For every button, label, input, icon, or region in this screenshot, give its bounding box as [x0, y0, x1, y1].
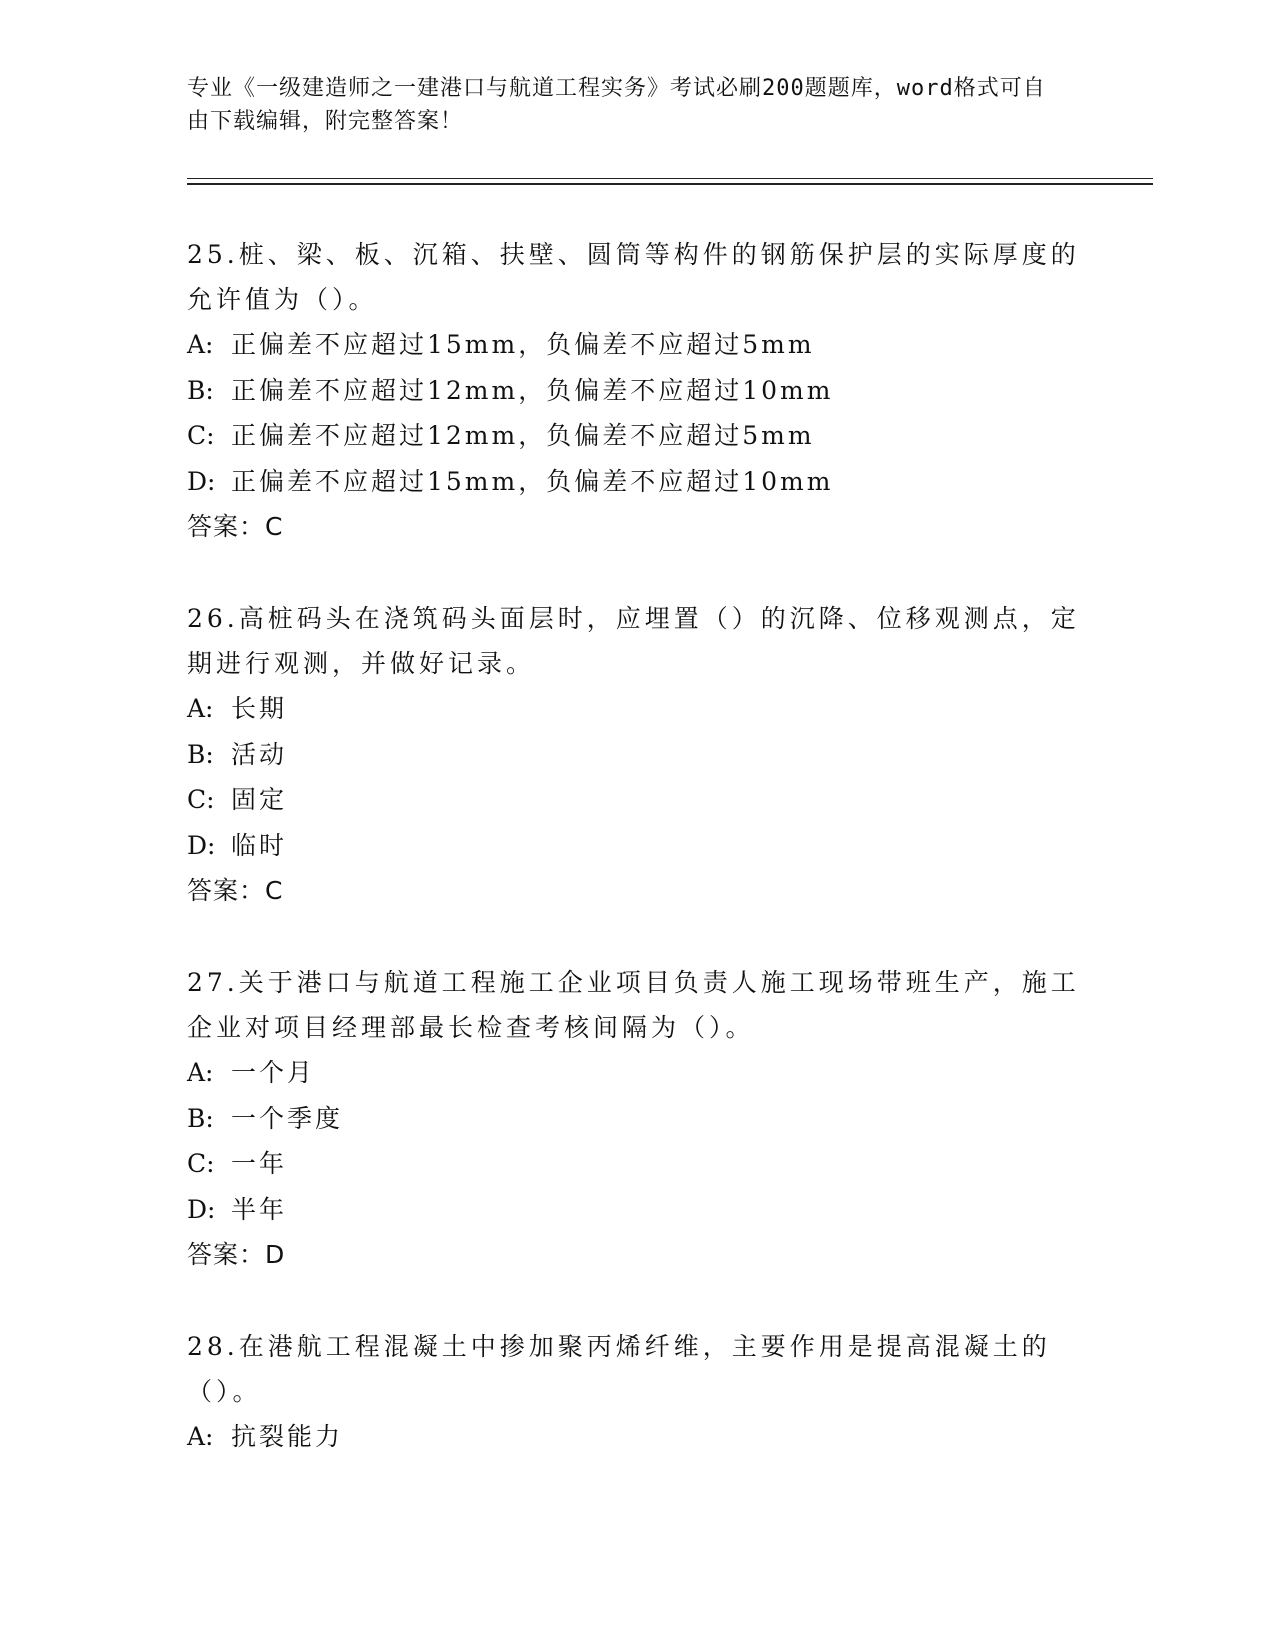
option-b	[187, 1096, 1087, 1142]
option-a	[187, 1414, 1087, 1460]
question-27	[187, 960, 1087, 1278]
option-key: C:	[187, 1149, 215, 1178]
option-text: 半年	[231, 1194, 288, 1224]
option-text: 正偏差不应超过15mm，负偏差不应超过5mm	[231, 330, 815, 359]
header-divider-thin	[187, 178, 1153, 179]
answer-line: 答案：C	[187, 876, 284, 905]
option-text: 正偏差不应超过15mm，负偏差不应超过10mm	[231, 466, 834, 496]
option-key: C:	[187, 421, 215, 450]
option-text: 抗裂能力	[231, 1422, 344, 1451]
option-key: D:	[187, 466, 216, 496]
option-d	[187, 1187, 1087, 1233]
header-divider-thick	[187, 183, 1153, 185]
question-text: 28.在港航工程混凝土中掺加聚丙烯纤维，主要作用是提高混凝土的（）。	[187, 1332, 1051, 1406]
option-a	[187, 1050, 1087, 1096]
option-key: B:	[187, 739, 214, 769]
option-text: 一个季度	[231, 1103, 344, 1133]
question-26	[187, 596, 1087, 914]
option-b	[187, 368, 1087, 414]
option-text: 一个月	[231, 1058, 316, 1087]
option-text: 正偏差不应超过12mm，负偏差不应超过10mm	[231, 375, 834, 405]
option-key: C:	[187, 785, 215, 814]
option-c	[187, 777, 1087, 823]
question-text: 26.高桩码头在浇筑码头面层时，应埋置（）的沉降、位移观测点，定期进行观测，并做好记录。	[187, 604, 1080, 678]
question-text: 27.关于港口与航道工程施工企业项目负责人施工现场带班生产，施工企业对项目经理部最长检查考核间隔为（）。	[187, 968, 1080, 1042]
document-header: 专业《一级建造师之一建港口与航道工程实务》考试必刷200题题库，word格式可自由下载编辑，附完整答案！	[187, 76, 1046, 134]
option-text: 正偏差不应超过12mm，负偏差不应超过5mm	[231, 421, 815, 450]
option-key: A:	[187, 1422, 214, 1451]
question-28	[187, 1324, 1087, 1460]
option-text: 一年	[231, 1149, 288, 1178]
option-b	[187, 732, 1087, 778]
question-text: 25.桩、梁、板、沉箱、扶壁、圆筒等构件的钢筋保护层的实际厚度的允许值为（）。	[187, 240, 1080, 314]
option-text: 活动	[231, 739, 288, 769]
option-text: 临时	[231, 830, 288, 860]
option-d	[187, 459, 1087, 505]
option-c	[187, 1141, 1087, 1187]
option-text: 长期	[231, 694, 288, 723]
option-key: A:	[187, 1058, 214, 1087]
option-key: D:	[187, 1194, 216, 1224]
option-key: A:	[187, 330, 214, 359]
option-key: B:	[187, 1103, 214, 1133]
option-d	[187, 823, 1087, 869]
option-key: D:	[187, 830, 216, 860]
question-list	[187, 232, 1087, 1506]
option-a	[187, 686, 1087, 732]
answer-line: 答案：D	[187, 1240, 286, 1269]
option-a	[187, 322, 1087, 368]
question-25	[187, 232, 1087, 550]
option-key: A:	[187, 694, 214, 723]
answer-line: 答案：C	[187, 512, 284, 541]
option-key: B:	[187, 375, 214, 405]
option-c	[187, 413, 1087, 459]
option-text: 固定	[231, 785, 288, 814]
